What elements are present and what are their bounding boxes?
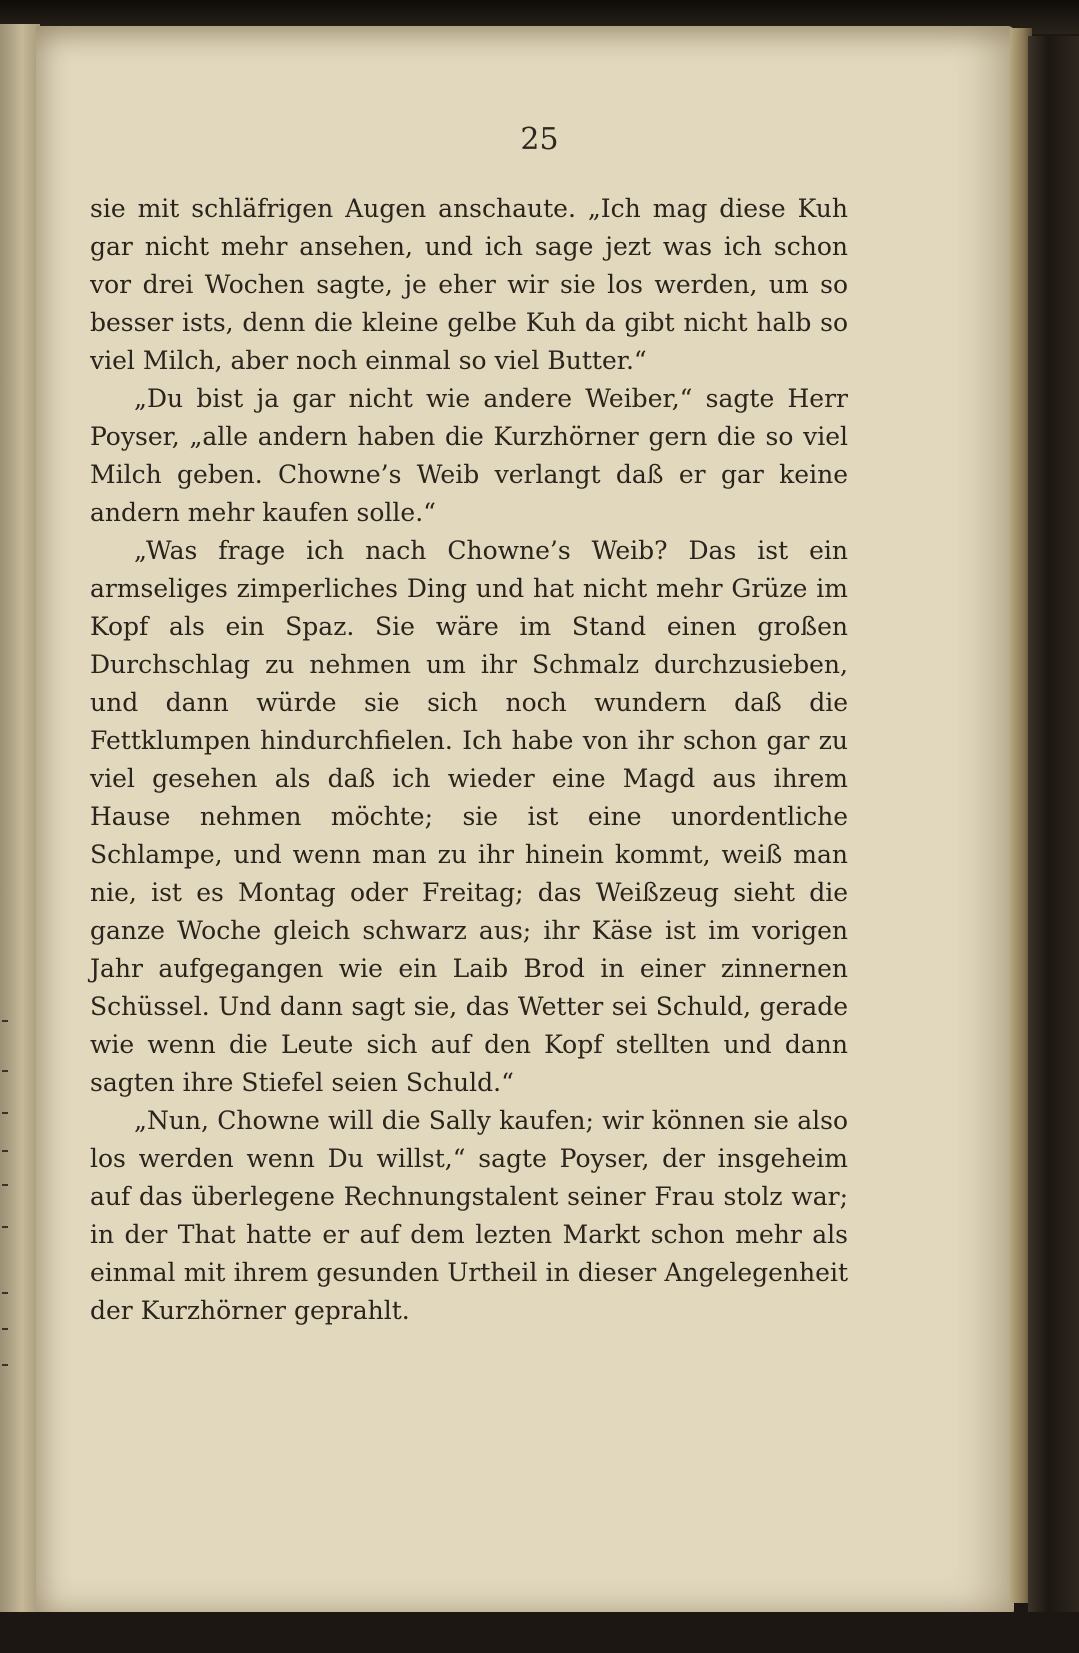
paragraph: „Was frage ich nach Chowne’s Weib? Das ist ein armseliges zimperliches Ding und hat nicht mehr Grüze im Kopf als ein Spaz. Sie wäre im Stand einen großen Durchschlag zu nehmen um ihr Schmalz durchzusieben, und dann würde sie sich noch wundern daß die Fettklumpen hindurchfielen. Ich habe von ihr schon gar zu viel gesehen als daß ich wieder eine Magd aus ihrem Hause nehmen möchte; sie ist eine unordentliche Schlampe, und wenn man zu ihr hinein kommt, weiß man nie, ist es Montag oder Freitag; das Weißzeug sieht die ganze Woche gleich schwarz aus; ihr Käse ist im vorigen Jahr aufgegangen wie ein Laib Brod in einer zinnernen Schüssel. Und dann sagt sie, das Wetter sei Schuld, gerade wie wenn die Leute sich auf den Kopf stellten und dann sagten ihre Stiefel seien Schuld.“	[90, 536, 848, 1097]
previous-page-mark	[2, 1328, 8, 1330]
previous-page-mark	[2, 1112, 8, 1114]
page-number: 25	[520, 122, 559, 157]
previous-page-mark	[2, 1226, 8, 1228]
previous-page-mark	[2, 1070, 8, 1072]
paragraph: „Du bist ja gar nicht wie andere Weiber,“ sagte Herr Poyser, „alle andern haben die Kurzhörner gern die so viel Milch geben. Chowne’s Weib verlangt daß er gar keine andern mehr kaufen solle.“	[90, 384, 848, 527]
paragraph: „Nun, Chowne will die Sally kaufen; wir können sie also los werden wenn Du willst,“ sagte Poyser, der insgeheim auf das überlegene Rechnungstalent seiner Frau stolz war; in der That hatte er auf dem lezten Markt schon mehr als einmal mit ihrem gesunden Urtheil in dieser Angelegenheit der Kurzhörner geprahlt.	[90, 1106, 848, 1325]
body-text	[90, 190, 848, 1330]
book-cover-edge	[1028, 36, 1079, 1636]
previous-page-mark	[2, 1292, 8, 1294]
previous-page-edge	[0, 24, 40, 1614]
previous-page-mark	[2, 1184, 8, 1186]
previous-page-mark	[2, 1364, 8, 1366]
previous-page-mark	[2, 1020, 8, 1022]
previous-page-mark	[2, 1150, 8, 1152]
paragraph: sie mit schläfrigen Augen anschaute. „Ich mag diese Kuh gar nicht mehr ansehen, und ich sage jezt was ich schon vor drei Wochen sagte, je eher wir sie los werden, um so besser ists, denn die kleine gelbe Kuh da gibt nicht halb so viel Milch, aber noch einmal so viel Butter.“	[90, 194, 848, 375]
book-bottom-edge	[0, 1612, 1079, 1653]
